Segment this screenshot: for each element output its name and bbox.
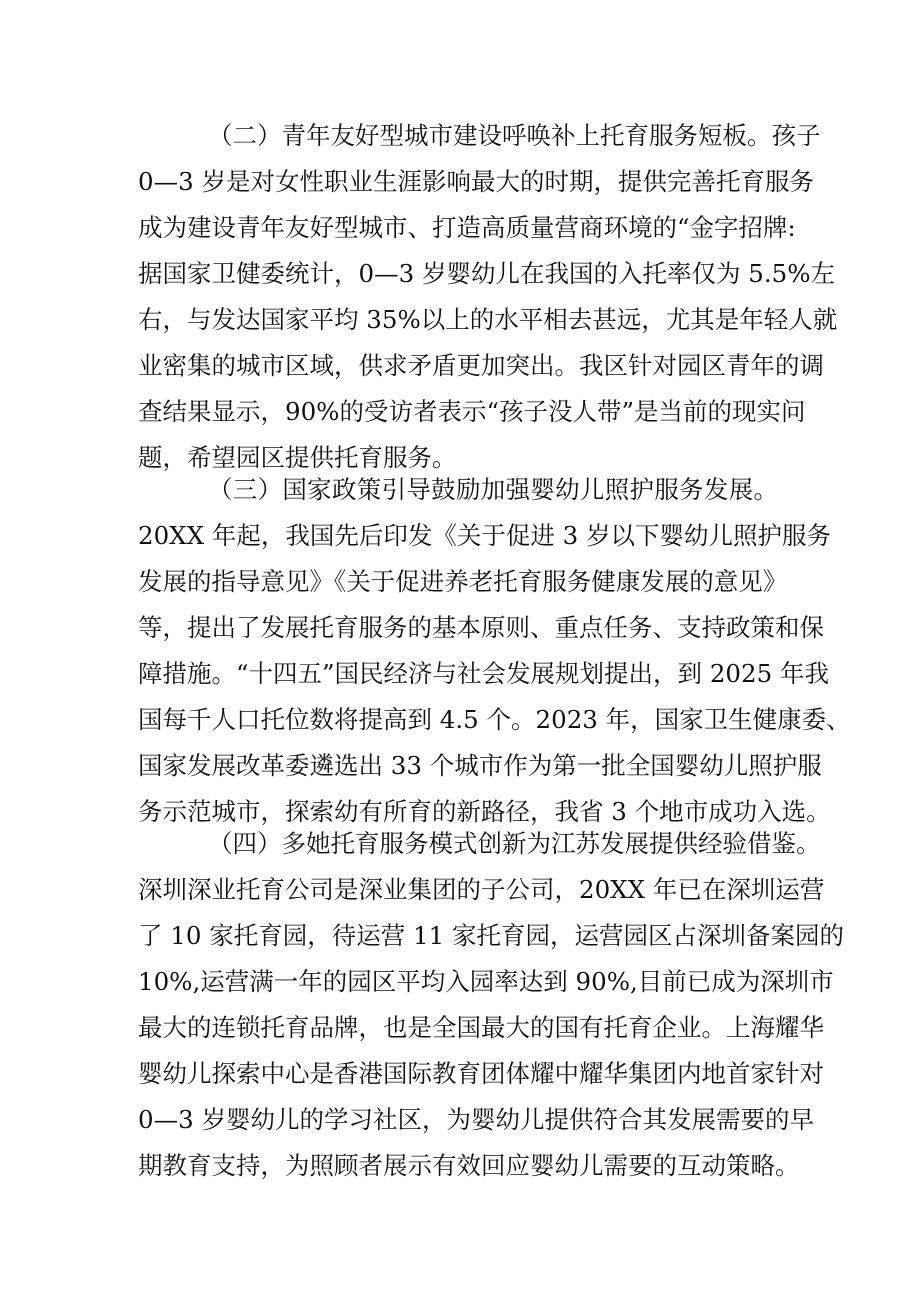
paragraph-p4-line-8: 期教育支持，为照顾者展示有效回应婴幼儿需要的互动策略。 [138, 1151, 800, 1180]
paragraph-p3-line-6: 国每千人口托位数将提高到 4.5 个。2023 年，国家卫生健康委、 [138, 705, 851, 734]
paragraph-p3-line-4: 等，提出了发展托育服务的基本原则、重点任务、支持政策和保 [138, 613, 824, 642]
paragraph-p2-line-5: 右，与发达国家平均 35%以上的水平相去甚远，尤其是年轻人就 [138, 305, 838, 334]
paragraph-p4-line-4: 10%,运营满一年的园区平均入园率达到 90%,目前已成为深圳市 [138, 967, 834, 996]
paragraph-p2-line-2: 0—3 岁是对女性职业生涯影响最大的时期，提供完善托育服务 [138, 167, 814, 196]
paragraph-p3-line-5: 障措施。“十四五”国民经济与社会发展规划提出，到 2025 年我 [138, 659, 829, 688]
paragraph-p3-line-3: 发展的指导意见》《关于促进养老托育服务健康发展的意见》 [138, 567, 788, 596]
paragraph-p3-line-2: 20XX 年起，我国先后印发《关于促进 3 岁以下婴幼儿照护服务 [138, 521, 832, 550]
paragraph-p4-line-6: 婴幼儿探索中心是香港国际教育团体耀中耀华集团内地首家针对 [138, 1059, 824, 1088]
paragraph-p4-line-5: 最大的连锁托育品牌，也是全国最大的国有托育企业。上海耀华 [138, 1013, 824, 1042]
paragraph-p2-line-4: 据国家卫健委统计，0—3 岁婴幼儿在我国的入托率仅为 5.5%左 [138, 259, 835, 288]
paragraph-p4-line-1: （四）多她托育服务模式创新为江苏发展提供经验借鉴。 [208, 829, 821, 858]
paragraph-p4-line-7: 0—3 岁婴幼儿的学习社区，为婴幼儿提供符合其发展需要的早 [138, 1105, 814, 1134]
paragraph-p2-line-1: （二）青年友好型城市建设呼唤补上托育服务短板。孩子 [208, 121, 821, 150]
paragraph-p4-line-3: 了 10 家托育园，待运营 11 家托育园，运营园区占深圳备案园的 [138, 921, 844, 950]
paragraph-p3-line-7: 国家发展改革委遴选出 33 个城市作为第一批全国婴幼儿照护服 [138, 751, 822, 780]
paragraph-p4-line-2: 深圳深业托育公司是深业集团的子公司，20XX 年已在深圳运营 [138, 875, 825, 904]
paragraph-p2-line-3: 成为建设青年友好型城市、打造高质量营商环境的“金字招牌: [138, 213, 796, 242]
paragraph-p3-line-1: （三）国家政策引导鼓励加强婴幼儿照护服务发展。 [208, 475, 778, 504]
paragraph-p2-line-8: 题，希望园区提供托育服务。 [138, 443, 457, 472]
paragraph-p2-line-6: 业密集的城市区域，供求矛盾更加突出。我区针对园区青年的调 [138, 351, 824, 380]
paragraph-p3-line-8: 务示范城市，探索幼有所育的新路径，我省 3 个地市成功入选。 [138, 797, 831, 826]
paragraph-p2-line-7: 查结果显示，90%的受访者表示“孩子没人带”是当前的现实问 [138, 397, 806, 426]
